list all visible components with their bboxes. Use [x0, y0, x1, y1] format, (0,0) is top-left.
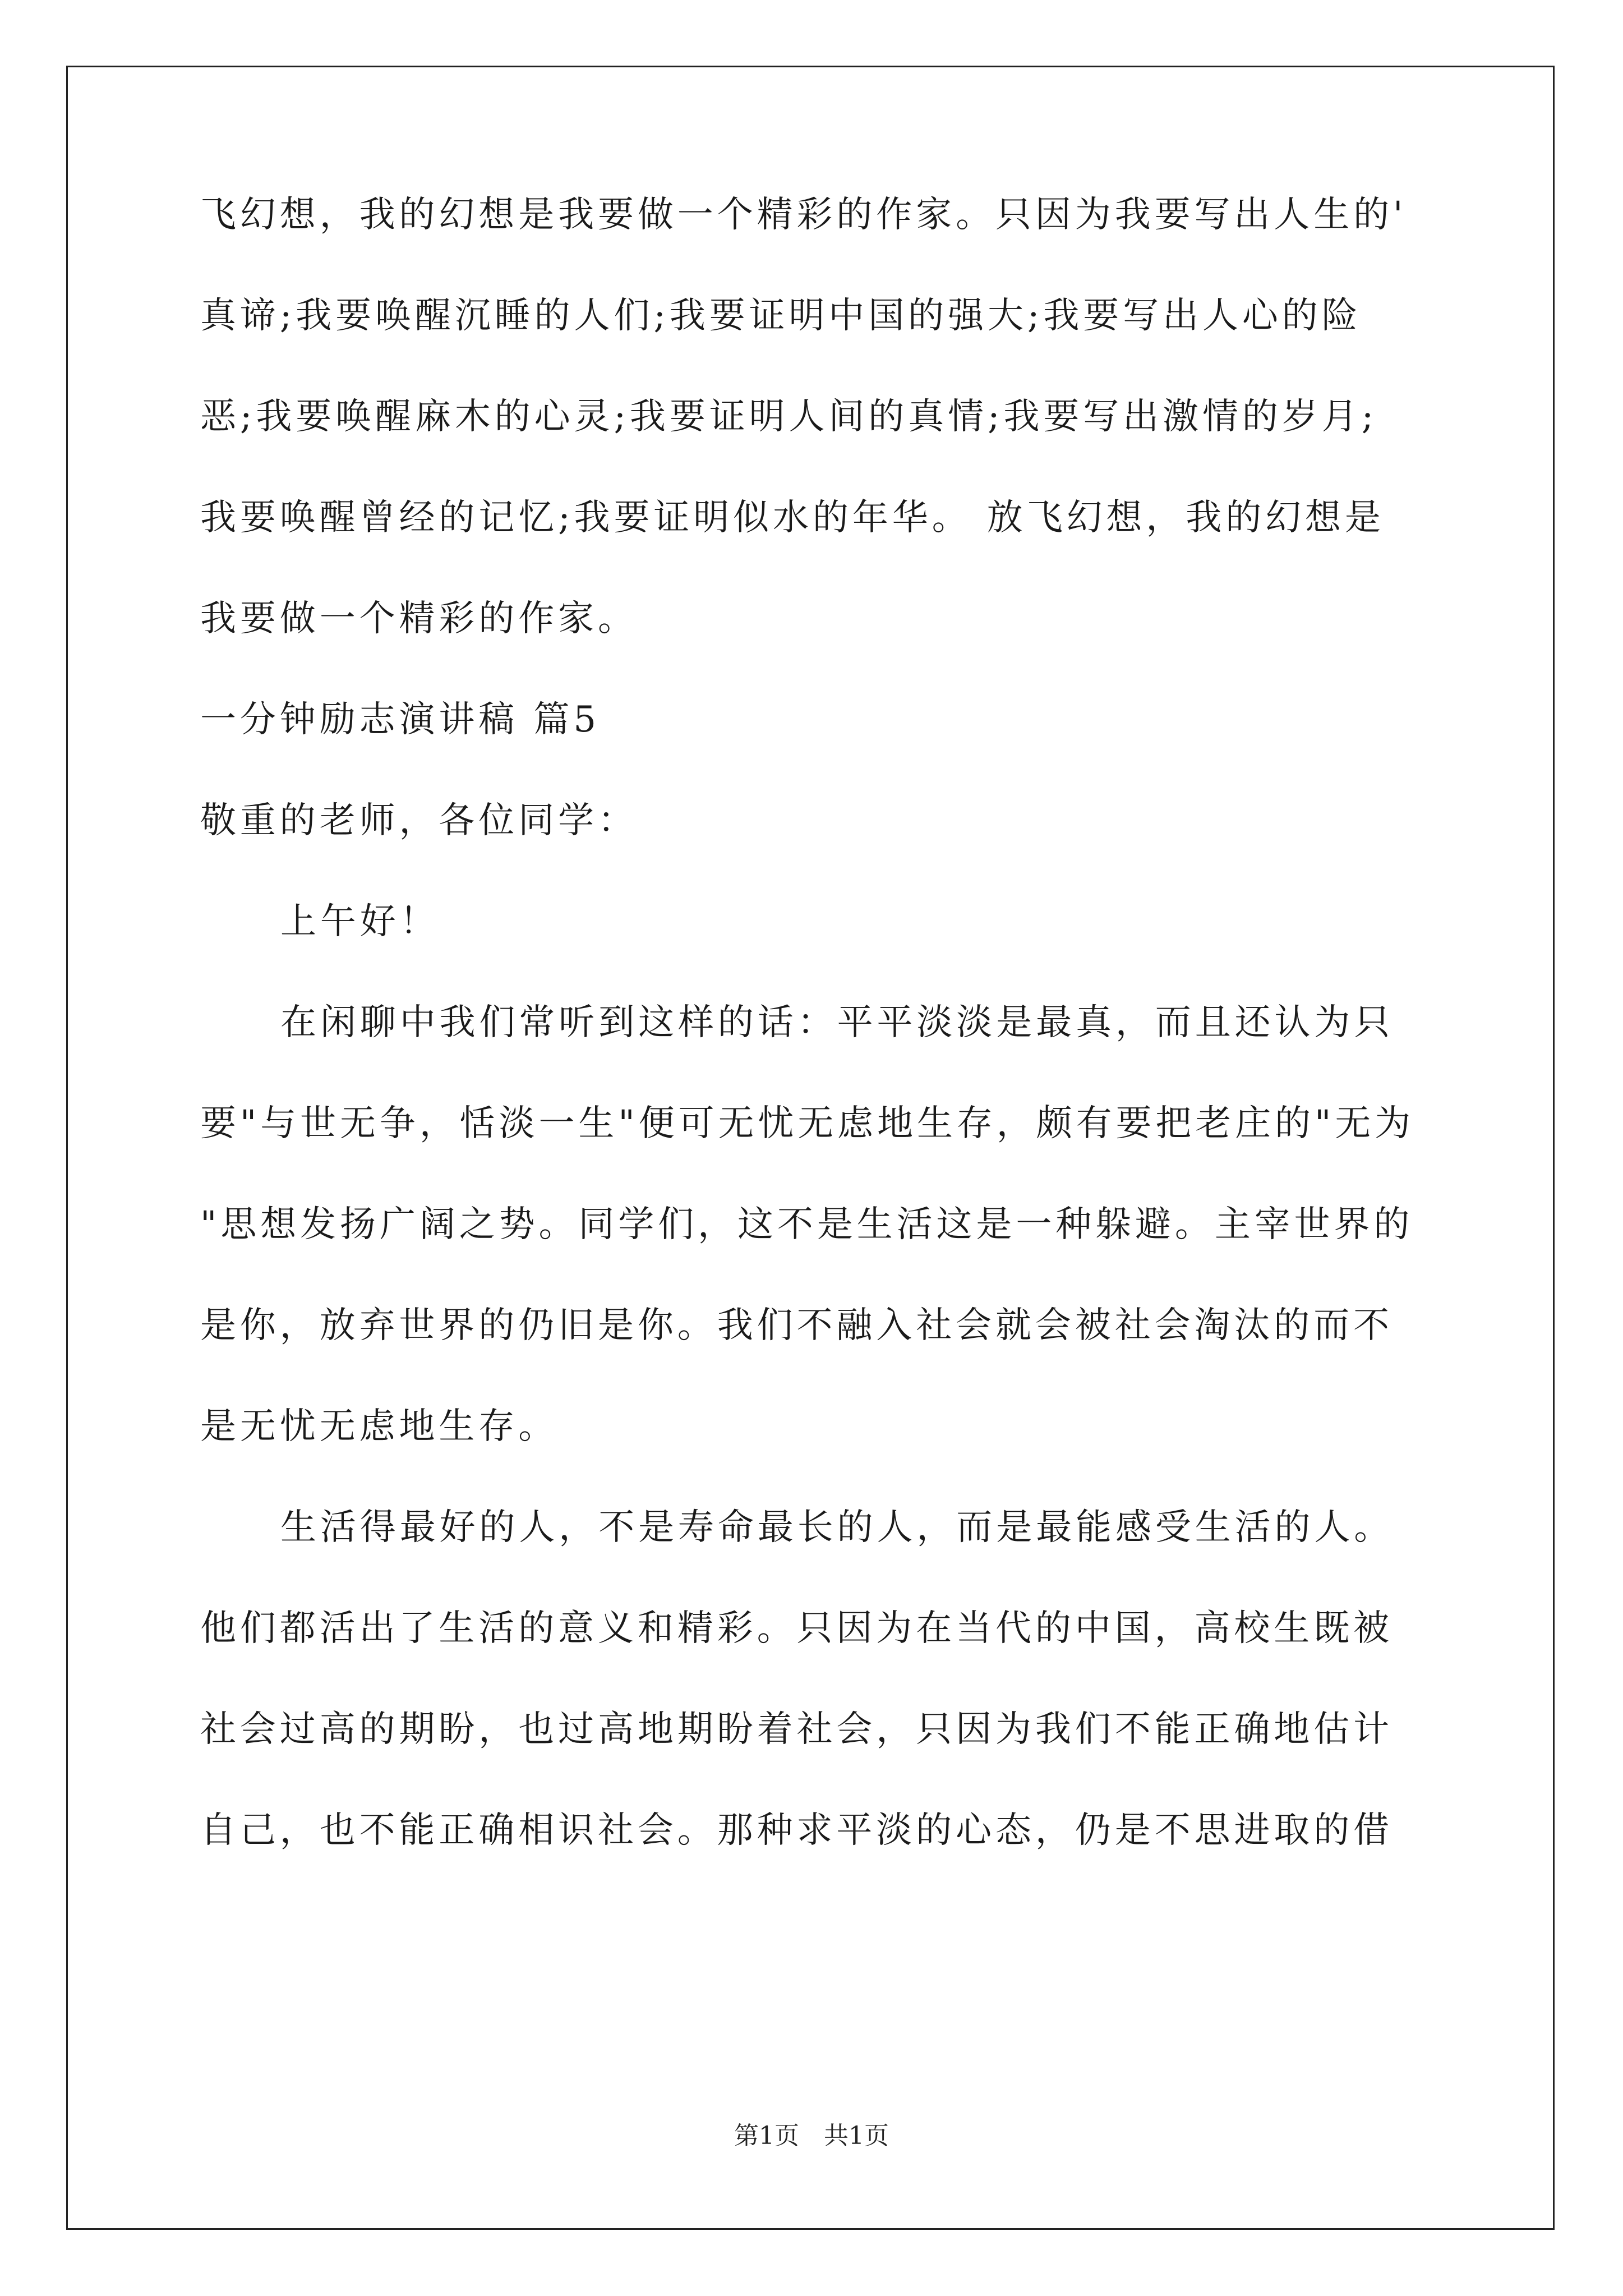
text-line: 社会过高的期盼，也过高地期盼着社会，只因为我们不能正确地估计 — [200, 1709, 1393, 1750]
text-line: 我要做一个精彩的作家。 — [200, 598, 638, 639]
greeting: 上午好！ — [280, 901, 440, 942]
text-line: "思想发扬广阔之势。同学们，这不是生活这是一种躲避。主宰世界的 — [200, 1204, 1414, 1245]
text-line: 自己，也不能正确相识社会。那种求平淡的心态，仍是不思进取的借 — [200, 1810, 1393, 1851]
section-heading: 一分钟励志演讲稿 篇5 — [200, 699, 600, 740]
text-line: 他们都活出了生活的意义和精彩。只因为在当代的中国，高校生既被 — [200, 1608, 1393, 1649]
text-line: 飞幻想，我的幻想是我要做一个精彩的作家。只因为我要写出人生的' — [200, 194, 1407, 236]
text-line: 恶;我要唤醒麻木的心灵;我要证明人间的真情;我要写出激情的岁月; — [200, 396, 1378, 438]
salutation: 敬重的老师，各位同学： — [200, 800, 638, 841]
text-line: 真谛;我要唤醒沉睡的人们;我要证明中国的强大;我要写出人心的险 — [200, 295, 1362, 337]
text-line: 我要唤醒曾经的记忆;我要证明似水的年华。 放飞幻想，我的幻想是 — [200, 497, 1385, 539]
text-line: 是你，放弃世界的仍旧是你。我们不融入社会就会被社会淘汰的而不 — [200, 1305, 1393, 1346]
page-number: 第1页 共1页 — [734, 2122, 889, 2150]
text-line: 要"与世无争，恬淡一生"便可无忧无虑地生存，颇有要把老庄的"无为 — [200, 1103, 1415, 1144]
text-line: 是无忧无虑地生存。 — [200, 1406, 559, 1447]
text-line: 在闲聊中我们常听到这样的话：平平淡淡是最真，而且还认为只 — [280, 1002, 1394, 1043]
document-body — [200, 188, 1428, 1857]
text-line: 生活得最好的人，不是寿命最长的人，而是最能感受生活的人。 — [280, 1507, 1394, 1548]
